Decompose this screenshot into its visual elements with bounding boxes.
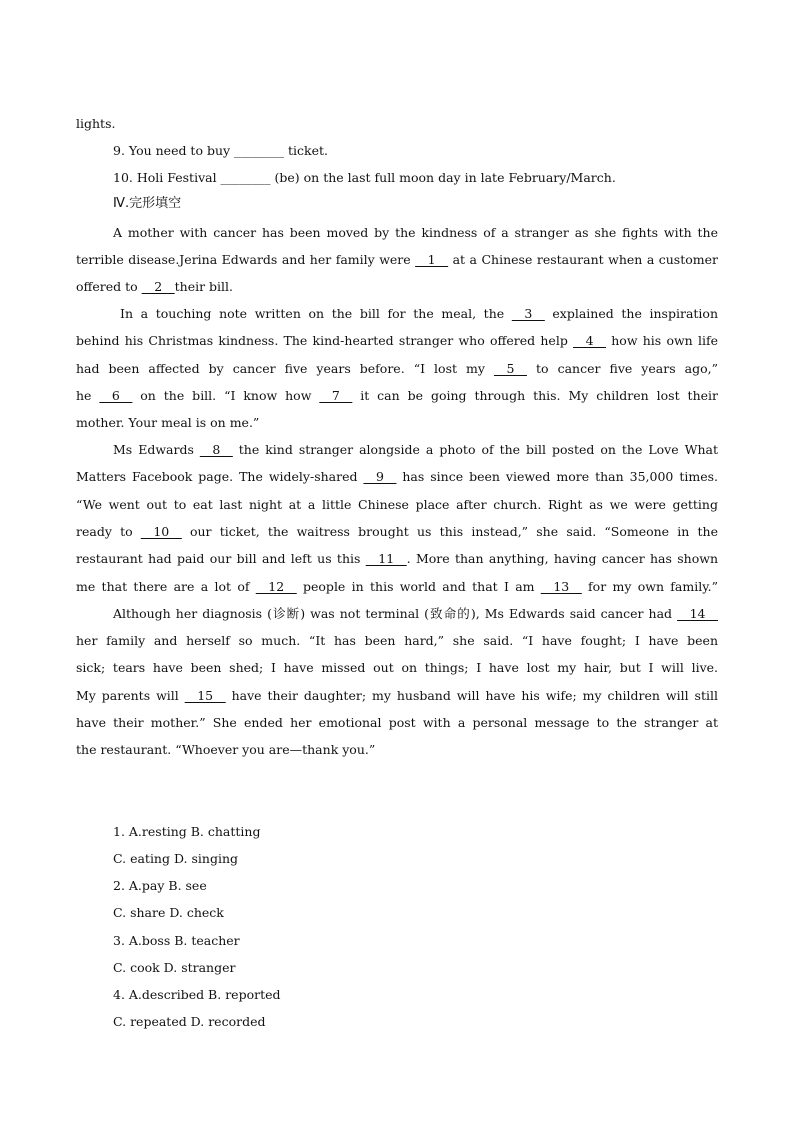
passage-line: her family and herself so much. “It has been hard,” she said. “I have fought; I have been <box>76 633 718 648</box>
option-line: 4. A.described B. reported <box>113 987 281 1002</box>
blank-6: __6__ <box>99 388 133 403</box>
blank-2: __2__ <box>141 279 175 294</box>
option-line: 1. A.resting B. chatting <box>113 824 261 839</box>
option-line: C. cook D. stranger <box>113 960 236 975</box>
blank-12: __12__ <box>255 579 297 594</box>
passage-line: the restaurant. “Whoever you are—thank you.” <box>76 742 376 757</box>
passage-line: sick; tears have been shed; I have missed out on things; I have lost my hair, but I will live. <box>76 660 718 675</box>
text-span: for my own family.” <box>581 579 718 594</box>
blank-14: __14__ <box>677 606 718 621</box>
text-span: the kind stranger alongside a photo of the bill posted on the Love What <box>232 442 718 457</box>
passage-line <box>76 361 718 377</box>
text-span: My parents will <box>76 688 185 703</box>
passage-line <box>120 306 718 322</box>
passage-line <box>113 442 718 458</box>
passage-line <box>76 252 718 268</box>
blank-1: __1__ <box>415 252 449 267</box>
text-span: how his own life <box>606 333 718 348</box>
text-span: their bill. <box>174 279 234 294</box>
blank-5: __5__ <box>494 361 527 376</box>
blank-8: __8__ <box>199 442 233 457</box>
blank-11: __11__ <box>365 551 407 566</box>
text-line: lights. <box>76 116 116 131</box>
text-span: offered to <box>76 279 142 294</box>
blank-9: __9__ <box>363 469 397 484</box>
passage-line: mother. Your meal is on me.” <box>76 415 260 430</box>
blank-3: __3__ <box>511 306 545 321</box>
passage-line <box>76 388 718 404</box>
passage-line <box>76 524 718 540</box>
passage-line: “We went out to eat last night at a little Chinese place after church. Right as we were getting <box>76 497 718 512</box>
text-span: me that there are a lot of <box>76 579 256 594</box>
text-span: explained the inspiration <box>544 306 718 321</box>
text-span: In a touching note written on the bill for the meal, the <box>120 306 512 321</box>
text-span: on the bill. “I know how <box>132 388 320 403</box>
section-title: Ⅳ.完形填空 <box>113 196 182 211</box>
question-9: 9. You need to buy ________ ticket. <box>113 143 329 158</box>
option-line: C. eating D. singing <box>113 851 238 866</box>
text-span: he <box>76 388 100 403</box>
text-span: restaurant had paid our bill and left us this <box>76 551 366 566</box>
text-span: it can be going through this. My children lost their <box>352 388 718 403</box>
passage-line <box>113 606 718 622</box>
passage-line <box>76 279 233 295</box>
text-span: . More than anything, having cancer has shown <box>406 551 718 566</box>
text-span: Ms Edwards <box>113 442 200 457</box>
passage-line <box>76 333 718 349</box>
text-span: people in this world and that I am <box>296 579 541 594</box>
text-span: to cancer five years ago,” <box>526 361 718 376</box>
text-span: our ticket, the waitress brought us this instead,” she said. “Someone in the <box>181 524 719 539</box>
blank-13: __13__ <box>540 579 582 594</box>
text-span: at a Chinese restaurant when a customer <box>448 252 719 267</box>
blank-4: __4__ <box>573 333 607 348</box>
passage-line <box>76 551 718 567</box>
blank-7: __7__ <box>319 388 353 403</box>
option-line: 3. A.boss B. teacher <box>113 933 240 948</box>
text-span: Matters Facebook page. The widely-shared <box>76 469 364 484</box>
passage-line: have their mother.” She ended her emotional post with a personal message to the stranger at <box>76 715 718 730</box>
text-span: has since been viewed more than 35,000 times. <box>396 469 718 484</box>
passage-line <box>76 688 718 704</box>
option-line: 2. A.pay B. see <box>113 878 207 893</box>
blank-15: __15__ <box>184 688 226 703</box>
blank-10: __10__ <box>140 524 182 539</box>
text-span: have their daughter; my husband will have his wife; my children will still <box>225 688 718 703</box>
text-span: had been affected by cancer five years before. “I lost my <box>76 361 494 376</box>
text-span: Although her diagnosis (诊断) was not terminal (致命的), Ms Edwards said cancer had <box>113 606 678 621</box>
passage-line <box>76 469 718 485</box>
text-span: behind his Christmas kindness. The kind-hearted stranger who offered help <box>76 333 574 348</box>
text-span: terrible disease.Jerina Edwards and her family were <box>76 252 416 267</box>
option-line: C. repeated D. recorded <box>113 1014 266 1029</box>
text-span: ready to <box>76 524 141 539</box>
passage-line: A mother with cancer has been moved by the kindness of a stranger as she fights with the <box>113 225 718 240</box>
question-10: 10. Holi Festival ________ (be) on the last full moon day in late February/March. <box>113 170 616 185</box>
passage-line <box>76 579 718 595</box>
option-line: C. share D. check <box>113 905 224 920</box>
